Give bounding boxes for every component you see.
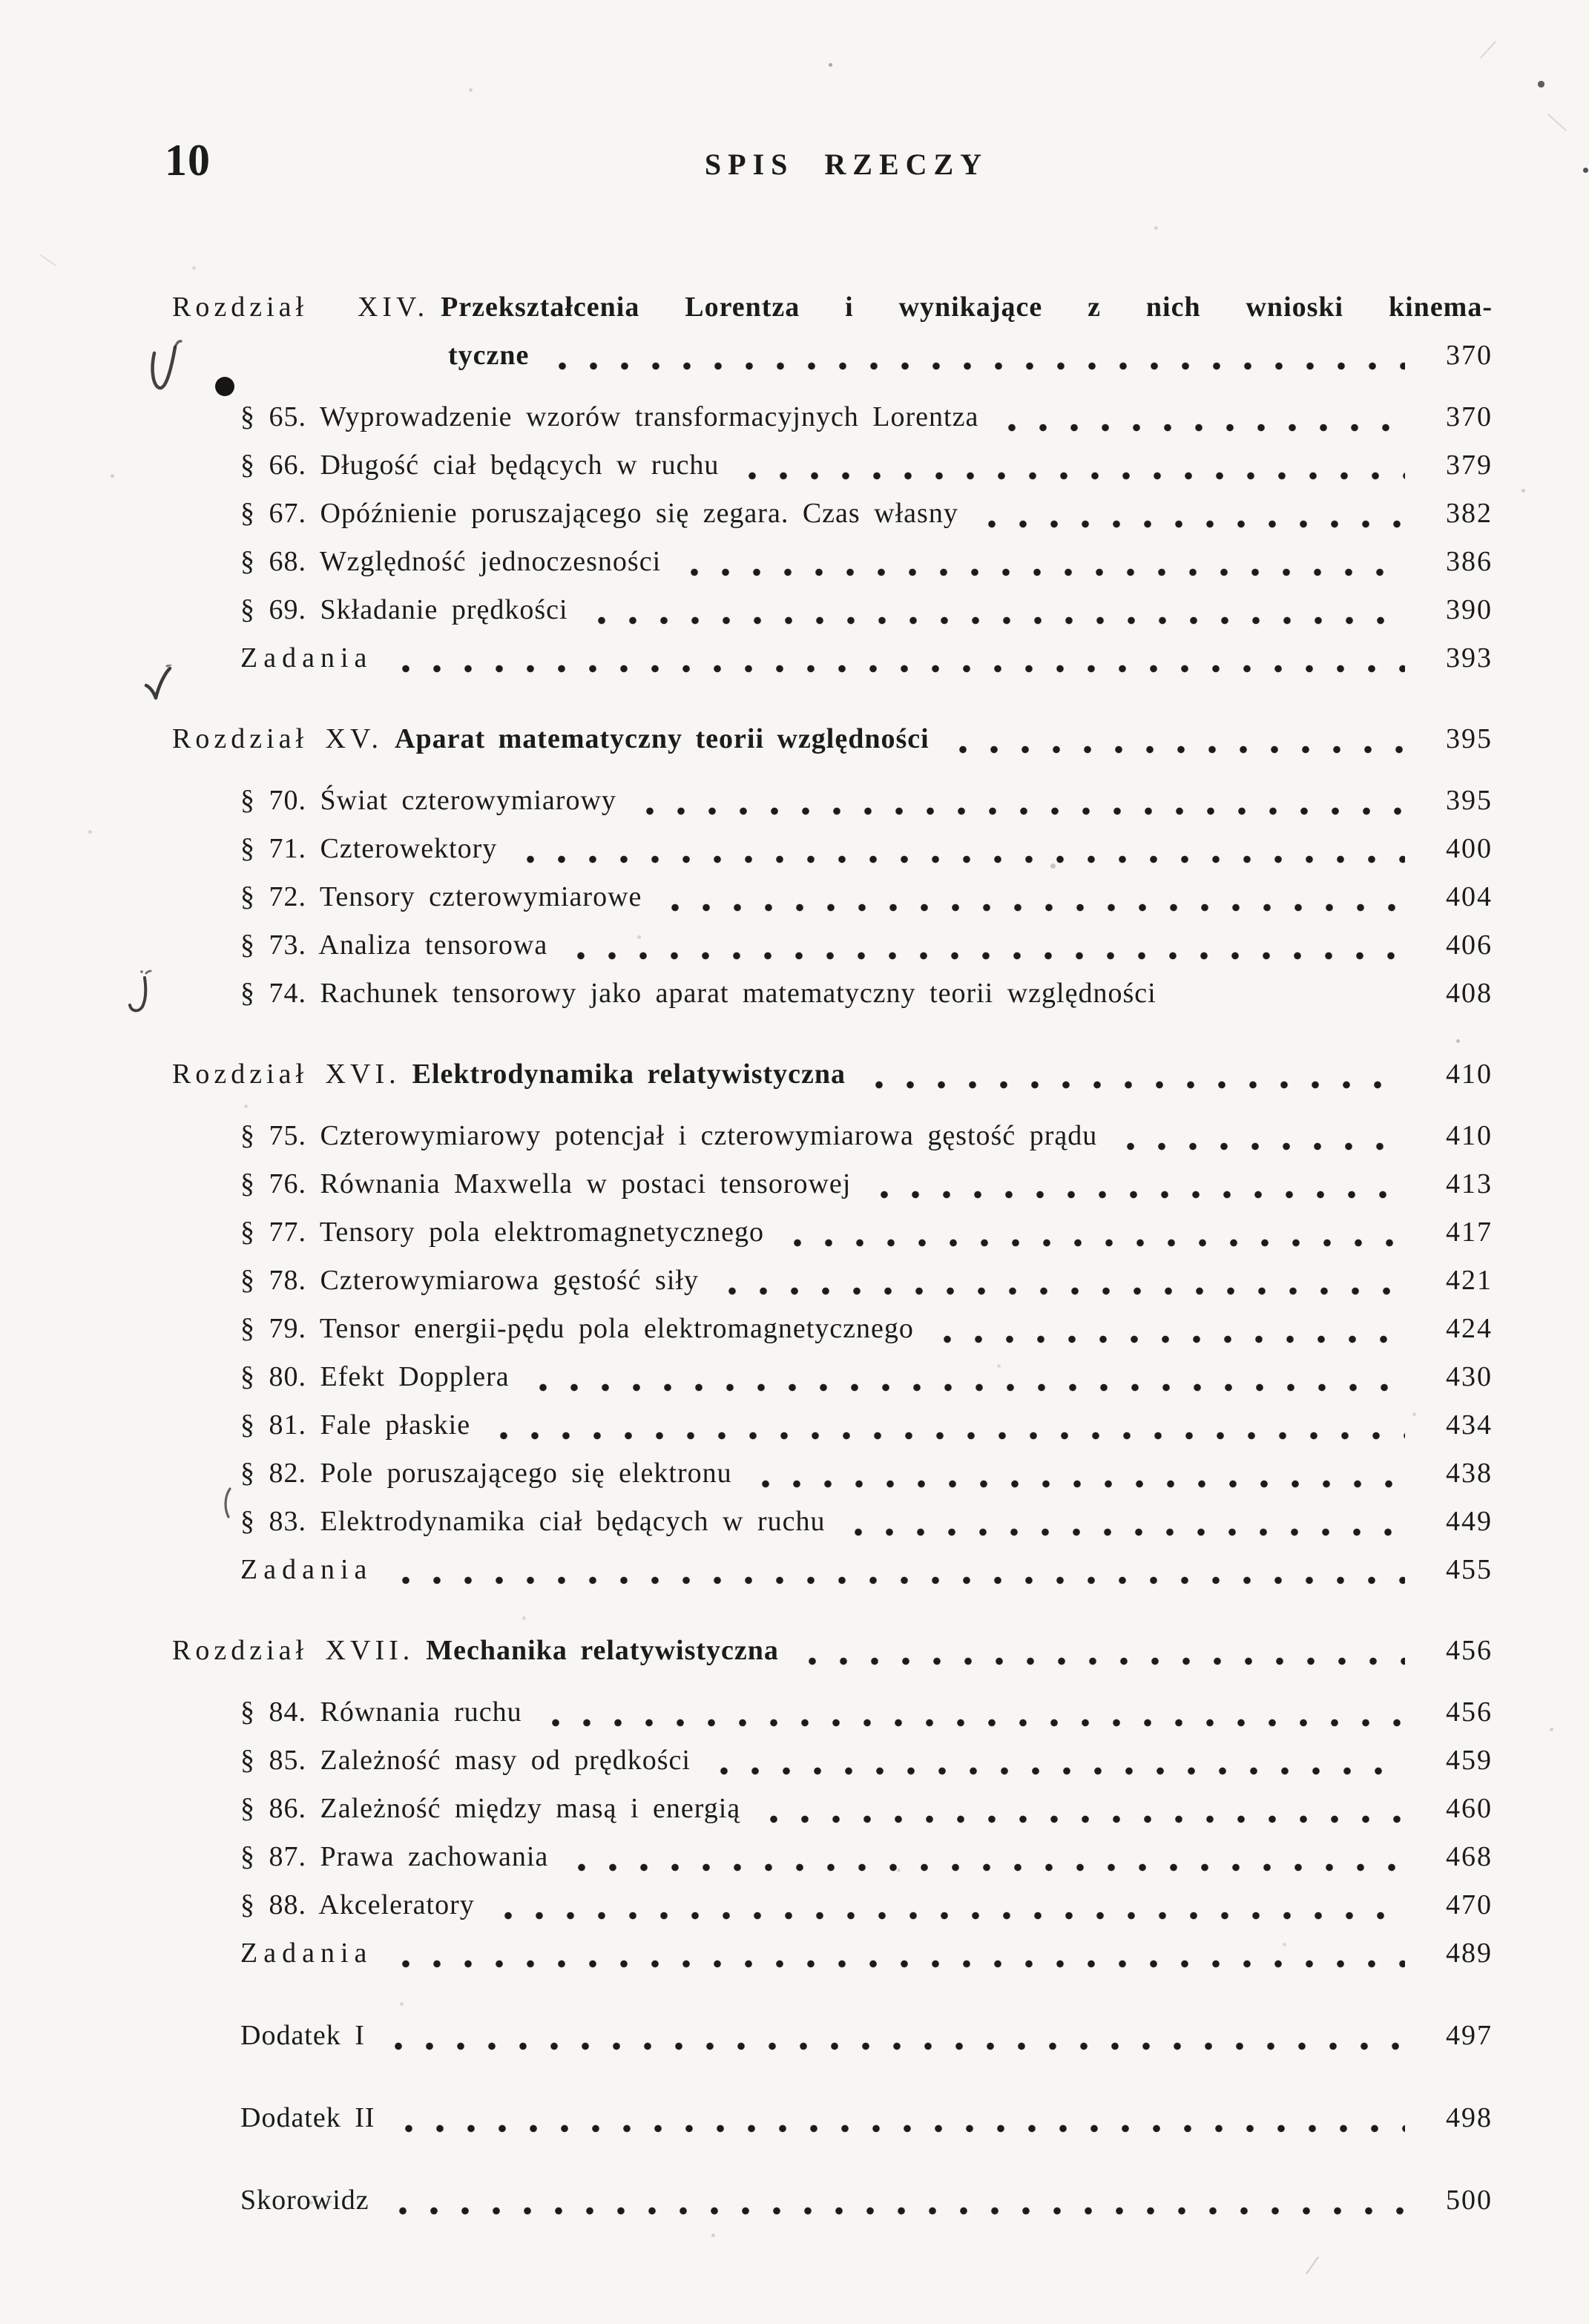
dot-leader	[634, 807, 1405, 815]
toc-page-number: 434	[1446, 1409, 1493, 1441]
dot-leader	[758, 1815, 1405, 1823]
dot-leader	[547, 362, 1405, 370]
toc-row	[172, 1785, 1493, 1833]
toc-page-number: 470	[1446, 1889, 1493, 1920]
toc-entry-label: § 84. Równania ruchu	[240, 1696, 522, 1728]
dot-leader	[996, 424, 1405, 432]
toc-chapter-row	[172, 715, 1493, 763]
toc-page-number: 500	[1446, 2185, 1493, 2216]
dot-leader	[390, 665, 1405, 673]
toc-page-number: 410	[1446, 1059, 1493, 1090]
dot-leader	[540, 1719, 1405, 1727]
dot-leader	[565, 952, 1405, 960]
handwritten-hook-icon	[125, 969, 154, 1015]
toc-entry-label: § 66. Długość ciał będących w ruchu	[240, 450, 720, 481]
toc-page-number: 382	[1446, 498, 1493, 529]
toc-row	[172, 441, 1493, 490]
toc-page-number: 390	[1446, 594, 1493, 625]
toc-row	[172, 921, 1493, 970]
toc-entry-label: Skorowidz	[240, 2185, 369, 2216]
page-number: 10	[165, 136, 211, 185]
dot-leader	[488, 1432, 1405, 1440]
toc-row	[172, 1688, 1493, 1737]
toc-page-number: 430	[1446, 1361, 1493, 1392]
toc-page-number: 459	[1446, 1745, 1493, 1776]
toc-page-number: 421	[1446, 1265, 1493, 1296]
toc-chapter-continuation	[172, 332, 1493, 380]
scan-scratch	[1547, 113, 1567, 131]
stray-paren-mark	[220, 1487, 234, 1519]
toc-page-number: 449	[1446, 1506, 1493, 1537]
toc-chapter-row	[172, 1050, 1493, 1099]
toc-page-number: 408	[1446, 978, 1493, 1009]
toc-page-number: 468	[1446, 1841, 1493, 1872]
dot-leader	[947, 745, 1405, 754]
toc-row	[172, 873, 1493, 921]
chapter-title: Elektrodynamika relatywistyczna	[412, 1059, 846, 1090]
toc-chapter-row	[172, 1627, 1493, 1675]
dot-leader	[383, 2042, 1405, 2050]
chapter-prefix: Rozdział XVI.	[172, 1059, 401, 1090]
chapter-title: Przekształcenia Lorentza i wynikające z nich wnioski kinema-	[441, 292, 1493, 323]
toc-row	[172, 1401, 1493, 1449]
toc-row	[172, 538, 1493, 586]
toc-entry-label: § 71. Czterowektory	[240, 833, 498, 864]
dot-leader	[387, 2207, 1405, 2215]
toc-page-number: 413	[1446, 1168, 1493, 1199]
chapter-title: Aparat matematyczny teorii względności	[395, 723, 930, 754]
toc-row	[172, 634, 1493, 682]
dot-leader	[586, 616, 1405, 625]
toc-page-number: 417	[1446, 1217, 1493, 1248]
toc-page-number: 424	[1446, 1313, 1493, 1344]
toc-row	[172, 825, 1493, 873]
toc-page-number: 406	[1446, 929, 1493, 961]
handwritten-check-icon	[142, 665, 175, 706]
dot-leader	[679, 568, 1405, 576]
dot-leader	[393, 2124, 1405, 2133]
toc-entry-label: Dodatek I	[240, 2020, 365, 2051]
page-header	[0, 135, 1589, 187]
toc-entry-label: § 86. Zależność między masą i energią	[240, 1793, 741, 1824]
toc-page-number: 370	[1446, 401, 1493, 432]
toc-row	[172, 2012, 1493, 2060]
toc-entry-label: § 70. Świat czterowymiarowy	[240, 785, 616, 816]
toc-page-number: 456	[1446, 1696, 1493, 1728]
chapter-prefix: Rozdział XV.	[172, 723, 384, 754]
toc-page-number: 393	[1446, 642, 1493, 674]
toc-row	[172, 1353, 1493, 1401]
toc-entry-label: Zadania	[240, 1938, 373, 1969]
dot-leader	[976, 520, 1405, 528]
toc-page-number: 370	[1446, 340, 1493, 371]
toc-row	[172, 777, 1493, 825]
toc-entry-label: § 87. Prawa zachowania	[240, 1841, 549, 1872]
toc-page-number: 497	[1446, 2020, 1493, 2051]
chapter-prefix: Rozdział XIV.	[172, 292, 430, 323]
dot-leader	[527, 1383, 1405, 1392]
toc-row	[172, 2176, 1493, 2225]
toc-entry-label: § 74. Rachunek tensorowy jako aparat matematyczny teorii względności	[240, 978, 1157, 1009]
dot-leader	[659, 903, 1405, 912]
toc-entry-label: § 88. Akceleratory	[240, 1889, 475, 1920]
toc-entry-label: § 79. Tensor energii-pędu pola elektromagnetycznego	[240, 1313, 914, 1344]
toc-chapter-heading	[172, 283, 1493, 332]
toc-row	[172, 2094, 1493, 2142]
scan-speckles	[0, 0, 2, 2]
toc-page-number: 438	[1446, 1458, 1493, 1489]
scan-scratch	[1306, 2256, 1319, 2274]
toc-row	[172, 1257, 1493, 1305]
dot-leader	[390, 1960, 1405, 1968]
toc-page-number: 404	[1446, 881, 1493, 912]
toc-page-number: 386	[1446, 546, 1493, 577]
toc-entry-label: § 75. Czterowymiarowy potencjał i czterowymiarowa gęstość prądu	[240, 1120, 1098, 1151]
toc-entry-label: § 68. Względność jednoczesności	[240, 546, 662, 577]
dot-leader	[797, 1657, 1405, 1665]
dot-leader	[869, 1191, 1405, 1199]
toc-entry-label: § 77. Tensory pola elektromagnetycznego	[240, 1217, 765, 1248]
toc-row	[172, 1929, 1493, 1978]
toc-page-number: 395	[1446, 723, 1493, 754]
toc-row	[172, 586, 1493, 634]
toc-entry-label: § 73. Analiza tensorowa	[240, 929, 548, 961]
bullet-icon	[215, 377, 234, 396]
dot-leader	[708, 1767, 1405, 1775]
toc-entry-label: § 80. Efekt Dopplera	[240, 1361, 510, 1392]
dot-leader	[843, 1528, 1405, 1536]
toc-page-number: 395	[1446, 785, 1493, 816]
dot-leader	[750, 1480, 1405, 1488]
toc-page-number: 498	[1446, 2102, 1493, 2133]
dot-leader	[390, 1576, 1405, 1584]
dot-leader	[1115, 1142, 1405, 1151]
toc-row	[172, 1305, 1493, 1353]
dot-leader	[566, 1863, 1405, 1872]
toc-row	[172, 1208, 1493, 1257]
dot-leader	[737, 472, 1405, 480]
chapter-title-continuation: tyczne	[448, 340, 530, 371]
toc-entry-label: § 65. Wyprowadzenie wzorów transformacyjnych Lorentza	[240, 401, 979, 432]
toc-row	[172, 1112, 1493, 1160]
dot-leader	[863, 1081, 1405, 1089]
toc-entry-label: § 67. Opóźnienie poruszającego się zegara. Czas własny	[240, 498, 958, 529]
chapter-title: Mechanika relatywistyczna	[426, 1635, 779, 1666]
toc-row	[172, 1833, 1493, 1881]
toc-row	[172, 1881, 1493, 1929]
toc-page-number: 455	[1446, 1554, 1493, 1585]
toc-row	[172, 1498, 1493, 1546]
toc-entry-label: § 82. Pole poruszającego się elektronu	[240, 1458, 732, 1489]
toc-entry-label: Zadania	[240, 1554, 373, 1585]
toc-row	[172, 490, 1493, 538]
toc-page-number: 410	[1446, 1120, 1493, 1151]
toc-entry-label: § 78. Czterowymiarowa gęstość siły	[240, 1265, 699, 1296]
toc-entry-label: § 72. Tensory czterowymiarowe	[240, 881, 642, 912]
toc-row	[172, 393, 1493, 441]
dot-leader	[515, 855, 1405, 863]
scan-scratch	[1480, 41, 1496, 59]
toc	[172, 251, 1493, 2225]
dot-leader	[782, 1239, 1405, 1247]
toc-row	[172, 1546, 1493, 1594]
toc-page-number: 489	[1446, 1938, 1493, 1969]
toc-row	[172, 970, 1493, 1018]
toc-entry-label: § 85. Zależność masy od prędkości	[240, 1745, 691, 1776]
toc-page-number: 456	[1446, 1635, 1493, 1666]
running-title: SPIS RZECZY	[704, 148, 989, 181]
handwritten-check-icon	[147, 338, 184, 401]
scan-scratch	[40, 254, 56, 267]
toc-row	[172, 1737, 1493, 1785]
toc-page-number: 400	[1446, 833, 1493, 864]
toc-entry-label: Zadania	[240, 642, 373, 674]
toc-entry-label: § 69. Składanie prędkości	[240, 594, 568, 625]
dot-leader	[493, 1912, 1405, 1920]
chapter-prefix: Rozdział XVII.	[172, 1635, 415, 1666]
toc-entry-label: Dodatek II	[240, 2102, 375, 2133]
toc-page-number: 460	[1446, 1793, 1493, 1824]
toc-entry-label: § 76. Równania Maxwella w postaci tensorowej	[240, 1168, 852, 1199]
dot-leader	[932, 1335, 1405, 1343]
dot-leader	[717, 1287, 1405, 1295]
toc-row	[172, 1449, 1493, 1498]
toc-row	[172, 1160, 1493, 1208]
toc-entry-label: § 81. Fale płaskie	[240, 1409, 471, 1441]
toc-entry-label: § 83. Elektrodynamika ciał będących w ruchu	[240, 1506, 826, 1537]
dot-leader	[1174, 1000, 1405, 1008]
toc-page-number: 379	[1446, 450, 1493, 481]
